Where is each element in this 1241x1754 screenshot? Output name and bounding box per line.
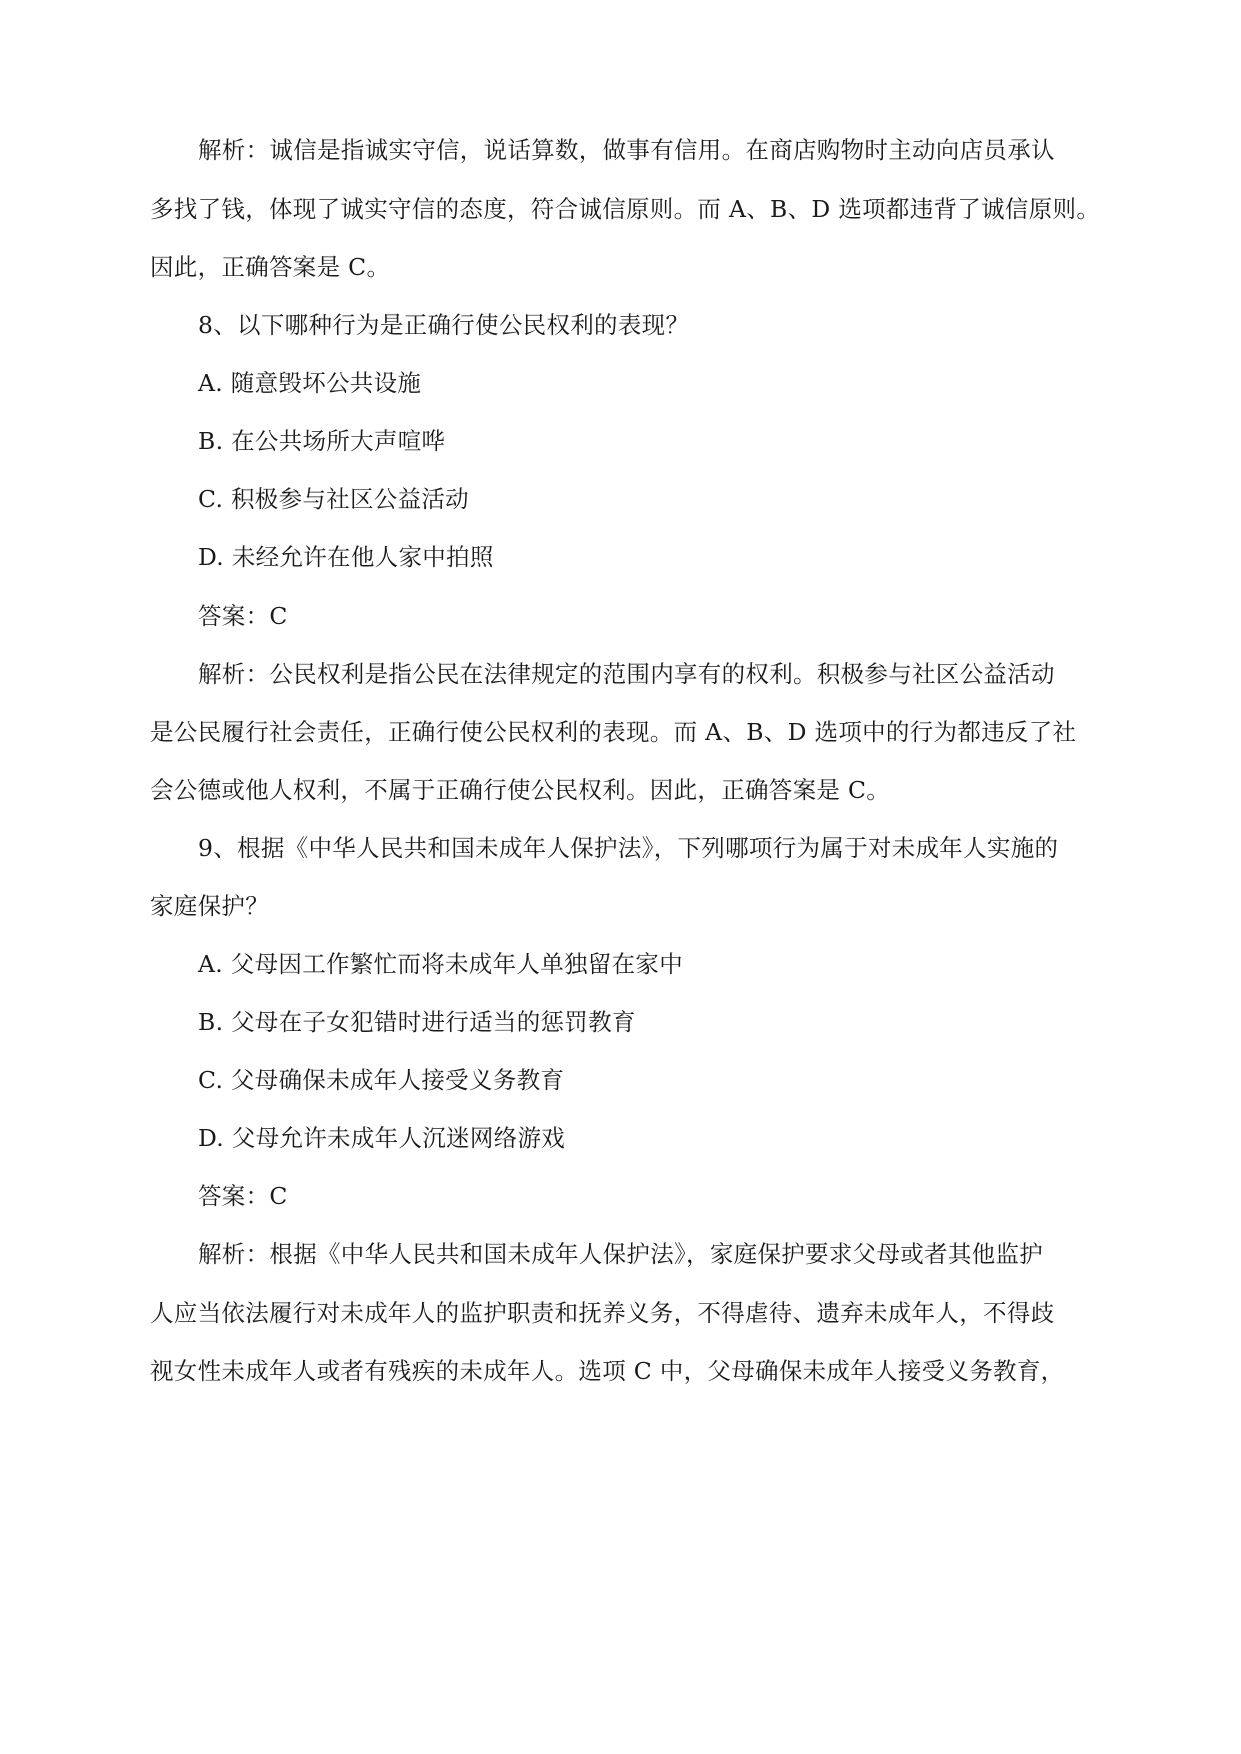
- question-8-analysis-line-1: 解析：公民权利是指公民在法律规定的范围内享有的权利。积极参与社区公益活动: [198, 660, 1055, 688]
- question-8-option-c: C. 积极参与社区公益活动: [198, 485, 469, 513]
- question-9-option-a: A. 父母因工作繁忙而将未成年人单独留在家中: [198, 950, 684, 978]
- question-9-answer: 答案：C: [198, 1182, 288, 1210]
- question-8-option-b: B. 在公共场所大声喧哗: [198, 427, 446, 455]
- question-9-analysis-line-2: 人应当依法履行对未成年人的监护职责和抚养义务，不得虐待、遗弃未成年人，不得歧: [150, 1299, 1055, 1327]
- question-8-option-d: D. 未经允许在他人家中拍照: [198, 543, 494, 571]
- analysis-7-line-1: 解析：诚信是指诚实守信，说话算数，做事有信用。在商店购物时主动向店员承认: [198, 136, 1055, 164]
- question-9-option-b: B. 父母在子女犯错时进行适当的惩罚教育: [198, 1008, 636, 1036]
- question-9-option-d: D. 父母允许未成年人沉迷网络游戏: [198, 1124, 566, 1152]
- question-9-line-1: 9、根据《中华人民共和国未成年人保护法》，下列哪项行为属于对未成年人实施的: [198, 834, 1059, 862]
- question-8-analysis-line-3: 会公德或他人权利，不属于正确行使公民权利。因此，正确答案是 C。: [150, 776, 891, 804]
- question-9-analysis-line-3: 视女性未成年人或者有残疾的未成年人。选项 C 中，父母确保未成年人接受义务教育，: [150, 1357, 1065, 1385]
- analysis-7-line-3: 因此，正确答案是 C。: [150, 253, 391, 281]
- analysis-7-line-2: 多找了钱，体现了诚实守信的态度，符合诚信原则。而 A、B、D 选项都违背了诚信原则。: [150, 195, 1101, 223]
- question-8-option-a: A. 随意毁坏公共设施: [198, 369, 422, 397]
- question-8: 8、以下哪种行为是正确行使公民权利的表现？: [198, 311, 690, 339]
- question-8-answer: 答案：C: [198, 602, 288, 630]
- question-9-line-2: 家庭保护？: [150, 892, 269, 920]
- question-9-analysis-line-1: 解析：根据《中华人民共和国未成年人保护法》，家庭保护要求父母或者其他监护: [198, 1240, 1044, 1268]
- question-8-analysis-line-2: 是公民履行社会责任，正确行使公民权利的表现。而 A、B、D 选项中的行为都违反了社: [150, 718, 1077, 746]
- question-9-option-c: C. 父母确保未成年人接受义务教育: [198, 1066, 565, 1094]
